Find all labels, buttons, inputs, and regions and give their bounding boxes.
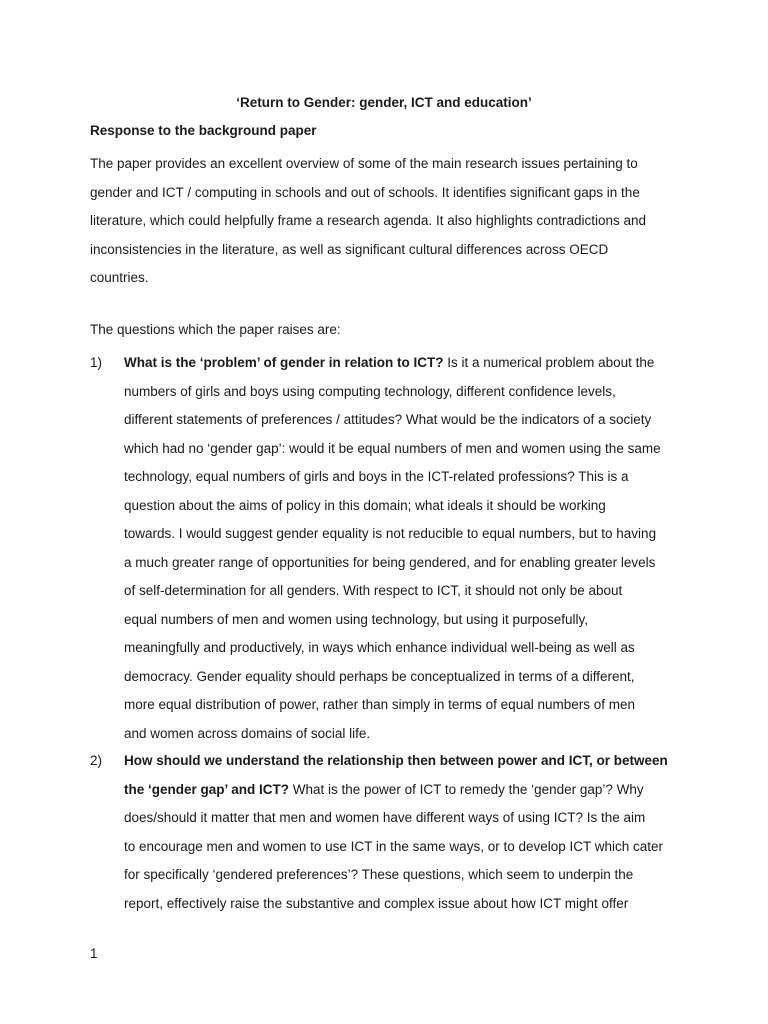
item-body (124, 349, 694, 748)
item-line: technology, equal numbers of girls and boys in the ICT-related professions? This is a (124, 469, 629, 484)
item-line: for specifically ‘gendered preferences’? These questions, which seem to underpin the (124, 867, 634, 882)
item-line: meaningfully and productively, in ways which enhance individual well-being as well as (124, 640, 635, 655)
item-second-line (124, 776, 694, 805)
item-bold-question: the ‘gender gap’ and ICT? (124, 781, 290, 797)
item-line: which had no ‘gender gap’: would it be equal numbers of men and women using the same (124, 440, 661, 456)
item-text: What is the power of ICT to remedy the ‘gender gap’? Why (289, 781, 644, 797)
item-line: does/should it matter that men and women have different ways of using ICT? Is the aim (124, 810, 646, 825)
item-number: 1) (90, 355, 103, 370)
item-line: a much greater range of opportunities for being gendered, and for enabling greater levels (124, 554, 656, 570)
intro-line: literature, which could helpfully frame a research agenda. It also highlights contradictions and (90, 213, 647, 228)
item-line: and women across domains of social life. (124, 725, 371, 741)
intro-paragraph (90, 150, 690, 293)
item-line: towards. I would suggest gender equality is not reducible to equal numbers, but to having (124, 526, 657, 541)
item-line: to encourage men and women to use ICT in the same ways, or to develop ICT which cater (124, 838, 664, 854)
item-line: more equal distribution of power, rather than simply in terms of equal numbers of men (124, 697, 636, 712)
page-number: 1 (90, 946, 98, 961)
section-heading: Response to the background paper (90, 123, 317, 138)
item-number: 2) (90, 753, 103, 768)
document-title: ‘Return to Gender: gender, ICT and education’ (236, 95, 532, 110)
questions-intro: The questions which the paper raises are: (90, 322, 341, 337)
item-bold-line (124, 747, 694, 776)
item-text: Is it a numerical problem about the (443, 355, 655, 370)
item-body (124, 747, 694, 918)
intro-line: The paper provides an excellent overview of some of the main research issues pertaining to (90, 156, 638, 171)
intro-line: inconsistencies in the literature, as well as significant cultural differences across OECD (90, 241, 609, 257)
item-line: report, effectively raise the substantive and complex issue about how ICT might offer (124, 895, 629, 911)
item-line: different statements of preferences / attitudes? What would be the indicators of a society (124, 412, 652, 427)
item-line: question about the aims of policy in this domain; what ideals it should be working (124, 497, 606, 513)
item-line: of self-determination for all genders. With respect to ICT, it should not only be about (124, 583, 623, 598)
item-bold-question: How should we understand the relationship then between power and ICT, or between (124, 753, 668, 768)
intro-line: gender and ICT / computing in schools and out of schools. It identifies significant gaps in the (90, 184, 640, 200)
intro-line: countries. (90, 270, 149, 285)
item-line: equal numbers of men and women using technology, but using it purposefully, (124, 611, 589, 627)
item-first-line (124, 349, 694, 378)
item-bold-question: What is the ‘problem’ of gender in relation to ICT? (124, 355, 444, 370)
item-line: democracy. Gender equality should perhaps be conceptualized in terms of a different, (124, 668, 635, 684)
item-line: numbers of girls and boys using computing technology, different confidence levels, (124, 383, 616, 399)
